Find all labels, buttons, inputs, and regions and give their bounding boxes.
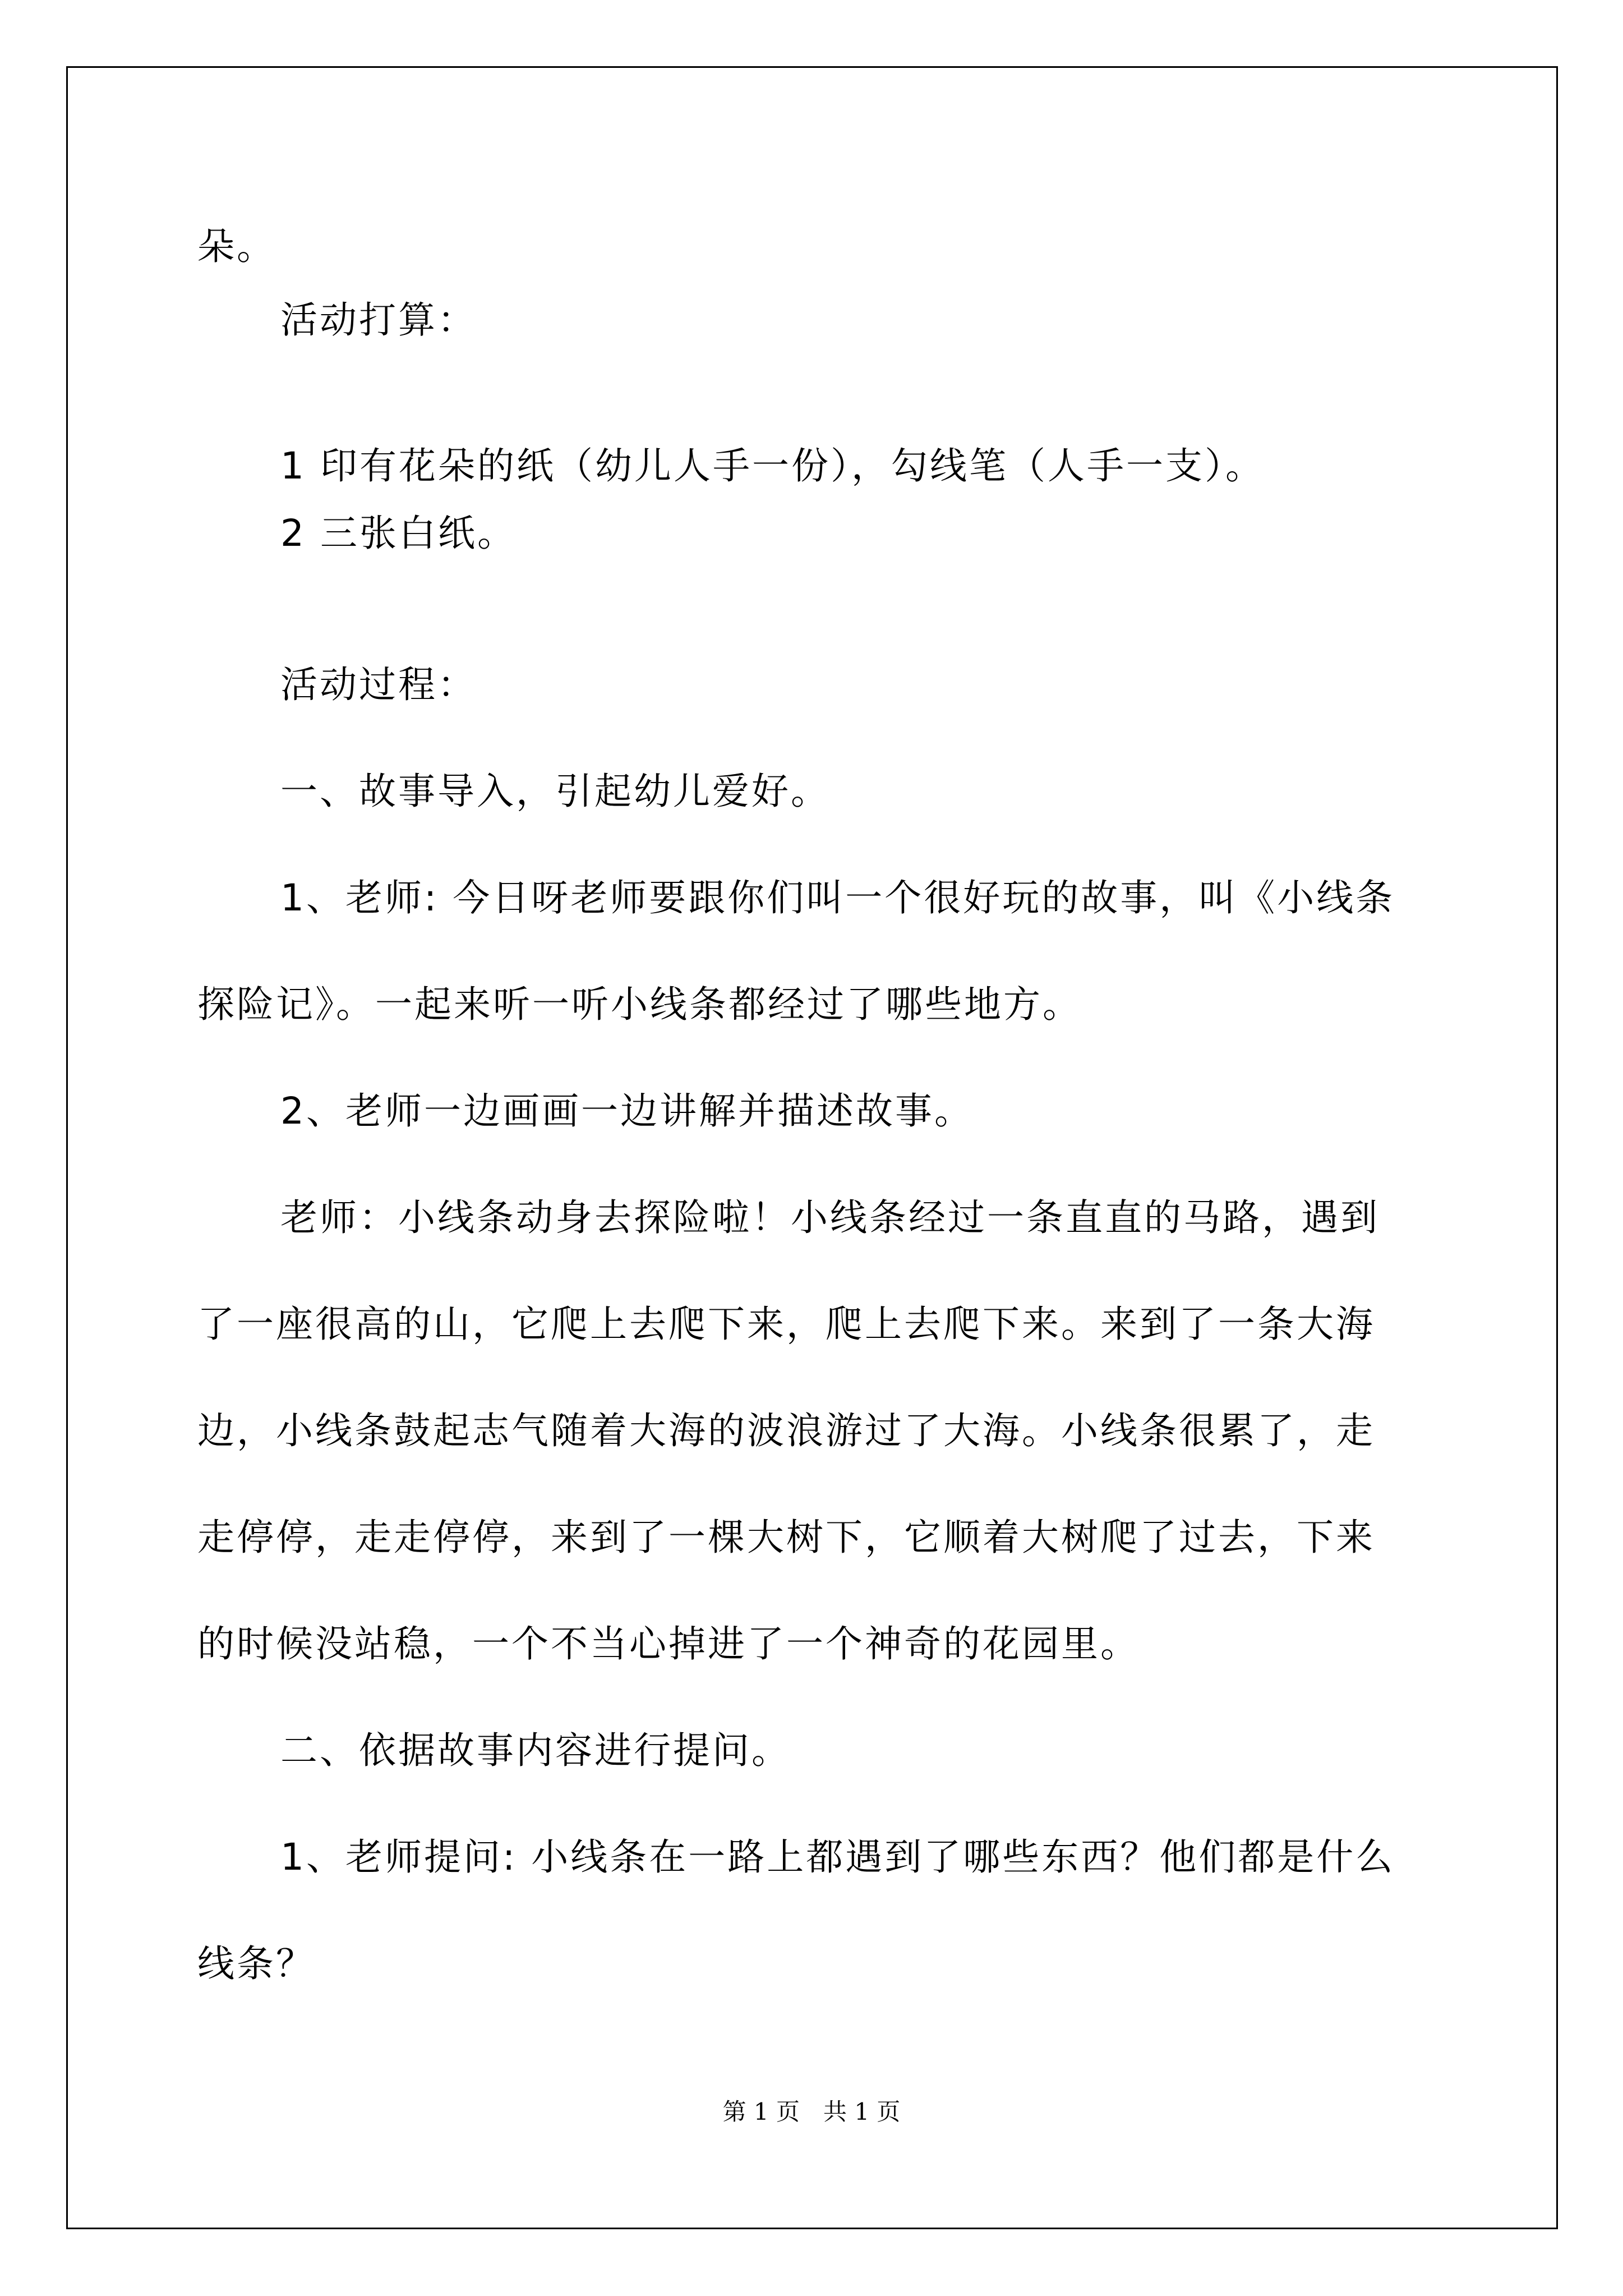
text-line: 二、依据故事内容进行提问。 (280, 1729, 791, 1772)
section-heading: 活动过程： (280, 663, 477, 706)
text-line: 老师：小线条动身去探险啦！小线条经过一条直直的马路，遇到 (280, 1196, 1380, 1239)
page-footer: 第 1 页 共 1 页 (722, 2098, 901, 2125)
text-line: 边，小线条鼓起志气随着大海的波浪游过了大海。小线条很累了，走 (197, 1409, 1375, 1452)
section-heading: 活动打算： (280, 298, 477, 342)
text-line: 线条？ (197, 1942, 315, 1985)
text-line: 朵。 (197, 225, 276, 268)
text-line: 一、故事导入，引起幼儿爱好。 (280, 770, 830, 813)
text-line: 1 印有花朵的纸（幼儿人手一份），勾线笔（人手一支）。 (280, 444, 1265, 487)
text-line: 了一座很高的山，它爬上去爬下来，爬上去爬下来。来到了一条大海 (197, 1303, 1375, 1346)
text-line: 走停停，走走停停，来到了一棵大树下，它顺着大树爬了过去，下来 (197, 1516, 1375, 1559)
text-line: 1、老师提问: 小线条在一路上都遇到了哪些东西？他们都是什么 (280, 1835, 1395, 1879)
text-line: 的时候没站稳，一个不当心掉进了一个神奇的花园里。 (197, 1622, 1140, 1665)
page-border (66, 66, 1558, 2229)
text-line: 2、老师一边画画一边讲解并描述故事。 (280, 1089, 974, 1133)
text-line: 1、老师: 今日呀老师要跟你们叫一个很好玩的故事，叫《小线条 (280, 876, 1395, 919)
text-line: 2 三张白纸。 (280, 512, 517, 555)
text-line: 探险记》。一起来听一听小线条都经过了哪些地方。 (197, 983, 1082, 1026)
